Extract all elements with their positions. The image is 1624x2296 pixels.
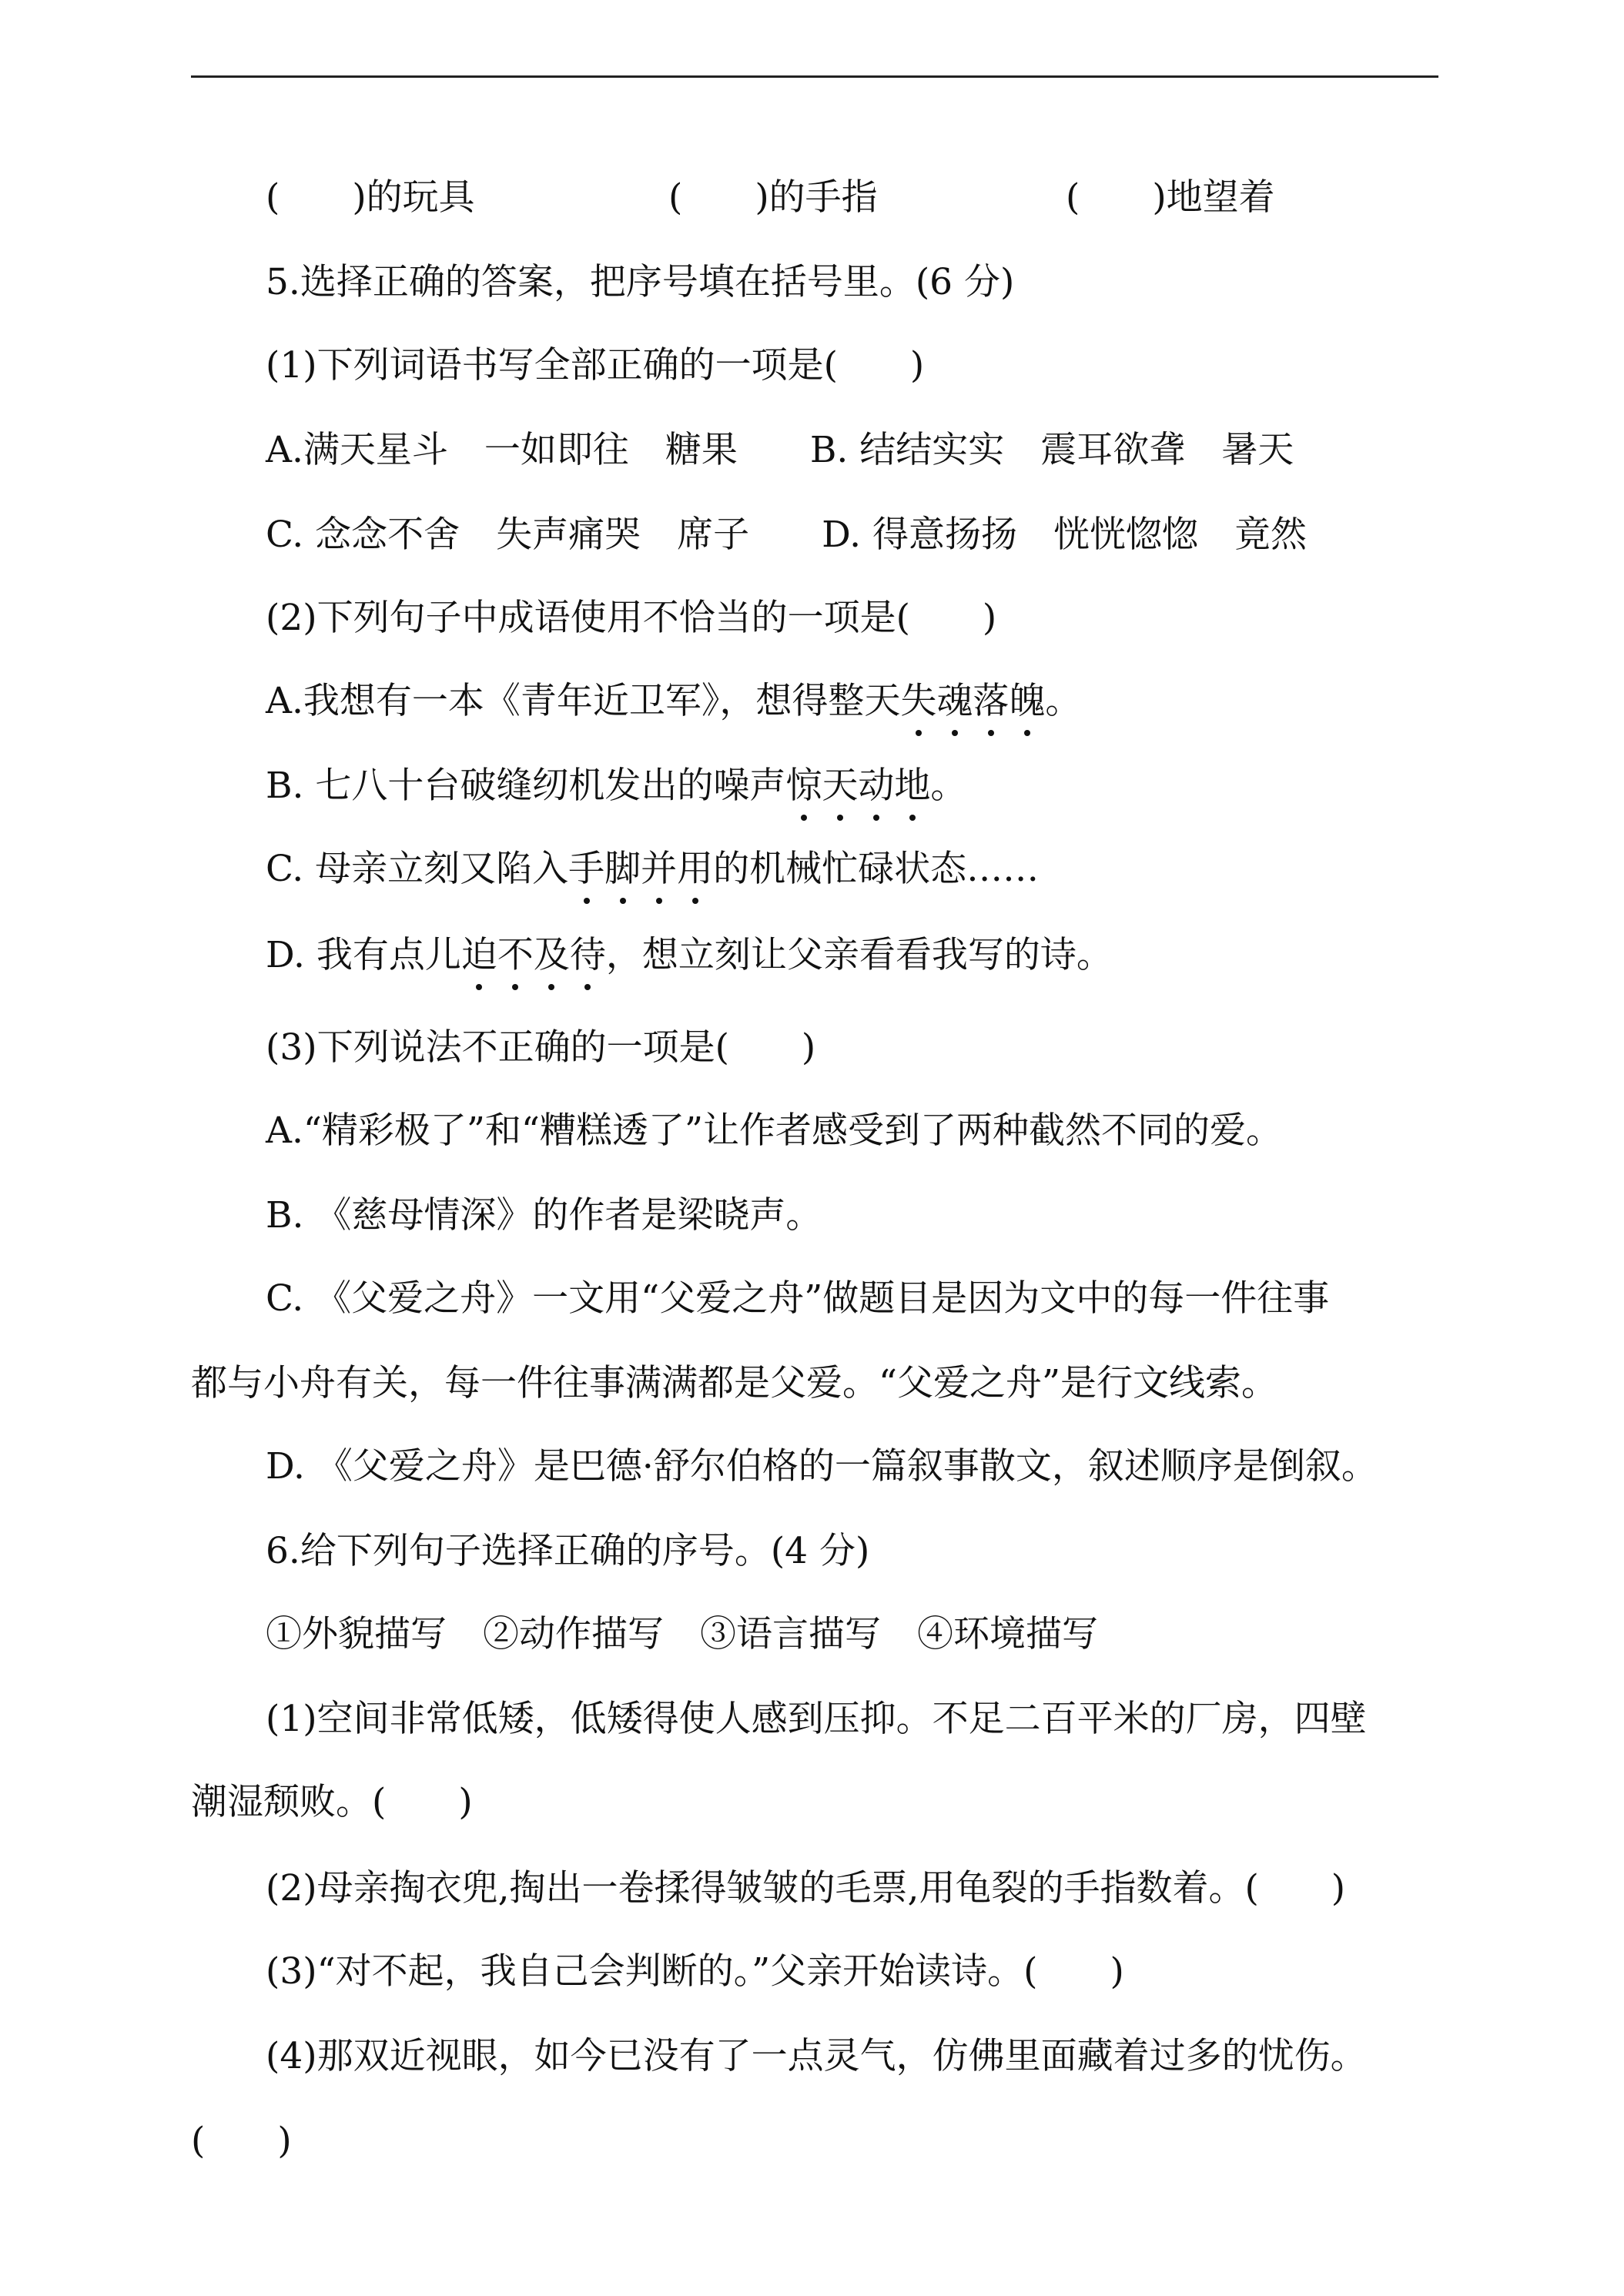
q5-sub3-prompt: (3)下列说法不正确的一项是( ) <box>266 1026 816 1069</box>
dotted-char: 魄 <box>1009 674 1045 728</box>
dotted-char: 动 <box>858 759 894 813</box>
option-text: 。 <box>1045 680 1082 722</box>
q6-sentence-4-line2: ( ) <box>191 2120 292 2162</box>
q6-sentence-1-line1: (1)空间非常低矮，低矮得使人感到压抑。不足二百平米的厂房，四壁 <box>266 1698 1367 1740</box>
dotted-char: 惊 <box>785 759 822 813</box>
q5-sub2-option-c <box>266 842 1039 896</box>
q5-sub1-prompt: (1)下列词语书写全部正确的一项是( ) <box>266 344 925 387</box>
dotted-char: 落 <box>973 674 1009 728</box>
q5-sub3-option-b: B. 《慈母情深》的作者是梁晓声。 <box>266 1194 822 1237</box>
q6-sentence-4-line1: (4)那双近视眼，如今已没有了一点灵气，仿佛里面藏着过多的忧伤。 <box>266 2035 1367 2077</box>
dotted-char: 不 <box>497 929 534 982</box>
option-text: ，想立刻让父亲看看我写的诗。 <box>605 934 1113 976</box>
option-text: 。 <box>930 765 967 807</box>
fill-blank-toy: ( )的玩具 <box>266 176 475 219</box>
option-text: D. 我有点儿 <box>266 934 461 976</box>
option-text: 的机械忙碌状态…… <box>713 848 1040 890</box>
fill-blank-gaze: ( )地望着 <box>1066 176 1275 219</box>
question-6-title: 6.给下列句子选择正确的序号。(4 分) <box>266 1530 870 1572</box>
dotted-char: 地 <box>894 759 930 813</box>
option-text: C. 母亲立刻又陷入 <box>266 848 569 890</box>
q5-sub1-options-ab: A.满天星斗 一如即往 糖果 B. 结结实实 震耳欲聋 暑天 <box>266 429 1294 471</box>
dotted-char: 失 <box>900 674 936 728</box>
q5-sub1-options-cd: C. 念念不舍 失声痛哭 席子 D. 得意扬扬 恍恍惚惚 竟然 <box>266 514 1308 556</box>
q5-sub2-option-d <box>266 929 1113 982</box>
question-5-title: 5.选择正确的答案，把序号填在括号里。(6 分) <box>266 261 1015 303</box>
q5-sub3-option-a: A.“精彩极了”和“糟糕透了”让作者感受到了两种截然不同的爱。 <box>266 1110 1282 1152</box>
dotted-char: 用 <box>677 842 713 896</box>
header-rule <box>191 75 1438 78</box>
q6-sentence-1-line2: 潮湿颓败。( ) <box>191 1781 473 1823</box>
dotted-char: 迫 <box>461 929 497 982</box>
q6-sentence-2: (2)母亲掏衣兜,掏出一卷揉得皱皱的毛票,用龟裂的手指数着。( ) <box>266 1867 1346 1909</box>
dotted-char: 并 <box>641 842 677 896</box>
q5-sub3-option-c-line1: C. 《父爱之舟》一文用“父爱之舟”做题目是因为文中的每一件往事 <box>266 1277 1330 1320</box>
q5-sub2-prompt: (2)下列句子中成语使用不恰当的一项是( ) <box>266 597 997 639</box>
fill-blank-finger: ( )的手指 <box>668 176 878 219</box>
q6-option-list: ①外貌描写 ②动作描写 ③语言描写 ④环境描写 <box>266 1613 1098 1655</box>
q6-sentence-3: (3)“对不起，我自己会判断的。”父亲开始读诗。( ) <box>266 1950 1124 1993</box>
dotted-char: 及 <box>534 929 570 982</box>
q5-sub2-option-b <box>266 759 966 813</box>
dotted-char: 脚 <box>604 842 641 896</box>
dotted-char: 天 <box>822 759 858 813</box>
dotted-char: 待 <box>570 929 606 982</box>
q5-sub3-option-c-line2: 都与小舟有关，每一件往事满满都是父爱。“父爱之舟”是行文线索。 <box>191 1362 1278 1404</box>
q5-sub3-option-d: D. 《父爱之舟》是巴德·舒尔伯格的一篇叙事散文，叙述顺序是倒叙。 <box>266 1445 1378 1488</box>
option-text: A.我想有一本《青年近卫军》，想得整天 <box>266 680 901 722</box>
dotted-char: 手 <box>568 842 604 896</box>
q5-sub2-option-a <box>266 674 1081 728</box>
dotted-char: 魂 <box>936 674 973 728</box>
option-text: B. 七八十台破缝纫机发出的噪声 <box>266 765 786 807</box>
